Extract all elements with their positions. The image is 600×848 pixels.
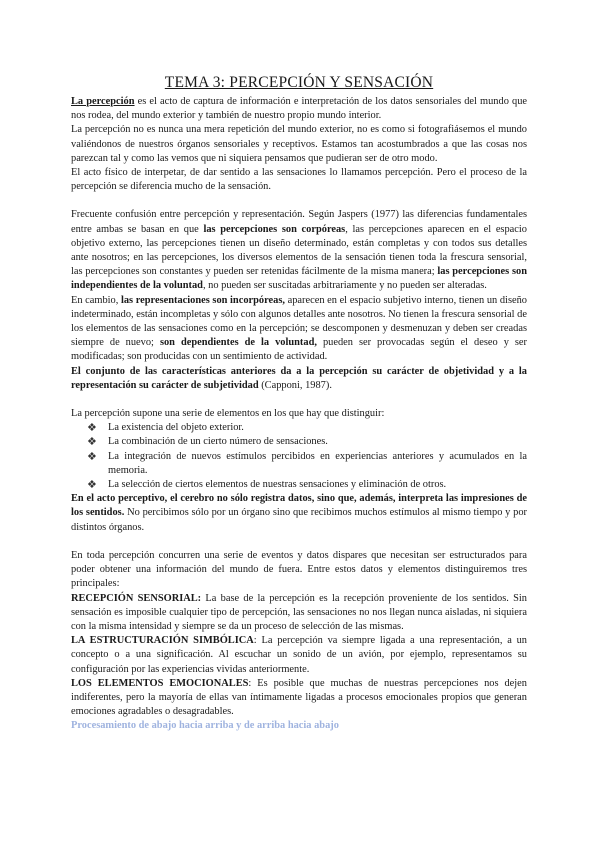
- representaciones-paragraph: En cambio, las representaciones son incorpóreas, aparecen en el espacio subjetivo interno, tienen un diseño indeterminado, están incompletas y sólo con algunos detalles ante nosotros. No tienen la frescura sensorial de los elementos de las sensaciones como en la percepción; se descomponen y desmenuzan y deben ser creadas siempre de nuevo; son dependientes de la voluntad, pueden ser provocadas según el deseo y ser modificadas; son producidas con un sentimiento de actividad.: [71, 294, 527, 363]
- diamond-bullet-icon: ❖: [87, 436, 97, 449]
- elementos-intro: La percepción supone una serie de elementos en los que hay que distinguir:: [71, 408, 385, 420]
- estructuracion-paragraph: LA ESTRUCTURACIÓN SIMBÓLICA: La percepción va siempre ligada a una representación, a un concepto o a una significación. Al escuchar un sonido de un avión, por ejemplo, representamos su configuración por las experiencias vividas anteriormente.: [71, 635, 528, 675]
- diamond-bullet-icon: ❖: [87, 422, 97, 435]
- acto-paragraph: En el acto perceptivo, el cerebro no sólo registra datos, sino que, además, interpreta las impresiones de los sentidos. No percibimos sólo por un órgano sino que recibimos muchos estímulos al mismo tiempo y por distintos órganos.: [71, 493, 528, 533]
- intro-term: La percepción: [71, 96, 135, 107]
- diamond-bullet-icon: ❖: [87, 479, 97, 492]
- conjunto-paragraph: El conjunto de las características anteriores da a la percepción su carácter de objetividad y a la representación su carácter de subjetividad (Capponi, 1987).: [71, 365, 527, 391]
- elementos-list: [71, 421, 527, 492]
- procesamiento-link[interactable]: Procesamiento de abajo hacia arriba y de arriba hacia abajo: [71, 720, 339, 732]
- list-item: ❖ La selección de ciertos elementos de nuestras sensaciones y eliminación de otros.: [87, 479, 447, 492]
- confusion-paragraph: Frecuente confusión entre percepción y representación. Según Jaspers (1977) las diferencias fundamentales entre ambas se basan en que las percepciones son corpóreas, las percepciones aparecen en el espacio objetivo externo, las percepciones tienen un diseño determinado, están completas y con todos sus detalles ante nosotros; en las percepciones, los diversos elementos de la sensación tienen toda la frescura sensorial, las percepciones son constantes y pueden ser retenidas fácilmente de la misma manera; las percepciones son independientes de la voluntad, no pueden ser suscitadas arbitrariamente y no pueden ser alteradas.: [71, 209, 527, 292]
- intro-paragraph: La percepción es el acto de captura de información e interpretación de los datos sensoriales del mundo que nos rodea, del mundo exterior y también de nuestro propio mundo interior.: [71, 96, 527, 122]
- intro-paragraph-3: El acto físico de interpetar, de dar sentido a las sensaciones lo llamamos percepción. Pero el proceso de la percepción se diferencia mucho de la sensación.: [71, 167, 527, 193]
- diamond-bullet-icon: ❖: [87, 450, 97, 463]
- page-title: TEMA 3: PERCEPCIÓN Y SENSACIÓN: [164, 74, 434, 91]
- list-item: ❖ La combinación de un cierto número de sensaciones.: [87, 436, 328, 449]
- intro-paragraph-2: La percepción no es nunca una mera repetición del mundo exterior, no es como si fotografiásemos el mundo valiéndonos de nuestros órganos sensoriales y receptivos. Estamos tan acostumbrados a que las cosas nos parezcan tal y como las vemos que ni siquiera pensamos que pudieran ser de otro modo.: [71, 124, 527, 164]
- recepcion-paragraph: RECEPCIÓN SENSORIAL: La base de la percepción es la recepción proveniente de los sentidos. Sin sensación es imposible cualquier tipo de percepción, las sensaciones no nos llegan nunca aisladas, ni siquiera con la misma intensidad y siempre se da un proceso de selección de las mismas.: [71, 592, 527, 632]
- eventos-paragraph: En toda percepción concurren una serie de eventos y datos dispares que necesitan ser estructurados para poder obtener una información del mundo de fuera. Entre estos datos y elementos distinguiremos tres principales:: [71, 549, 527, 590]
- list-item: ❖ La existencia del objeto exterior.: [87, 422, 244, 435]
- list-item: ❖ La integración de nuevos estímulos percibidos en experiencias anteriores y acumulados en la memoria.: [87, 450, 527, 476]
- document-page: [71, 74, 527, 734]
- emocionales-paragraph: LOS ELEMENTOS EMOCIONALES: Es posible que muchas de nuestras percepciones nos dejen indiferentes, pero la mayoría de ellas van íntimamente ligadas a procesos emocionales propios que generan emociones agradables o desagradables.: [71, 677, 527, 718]
